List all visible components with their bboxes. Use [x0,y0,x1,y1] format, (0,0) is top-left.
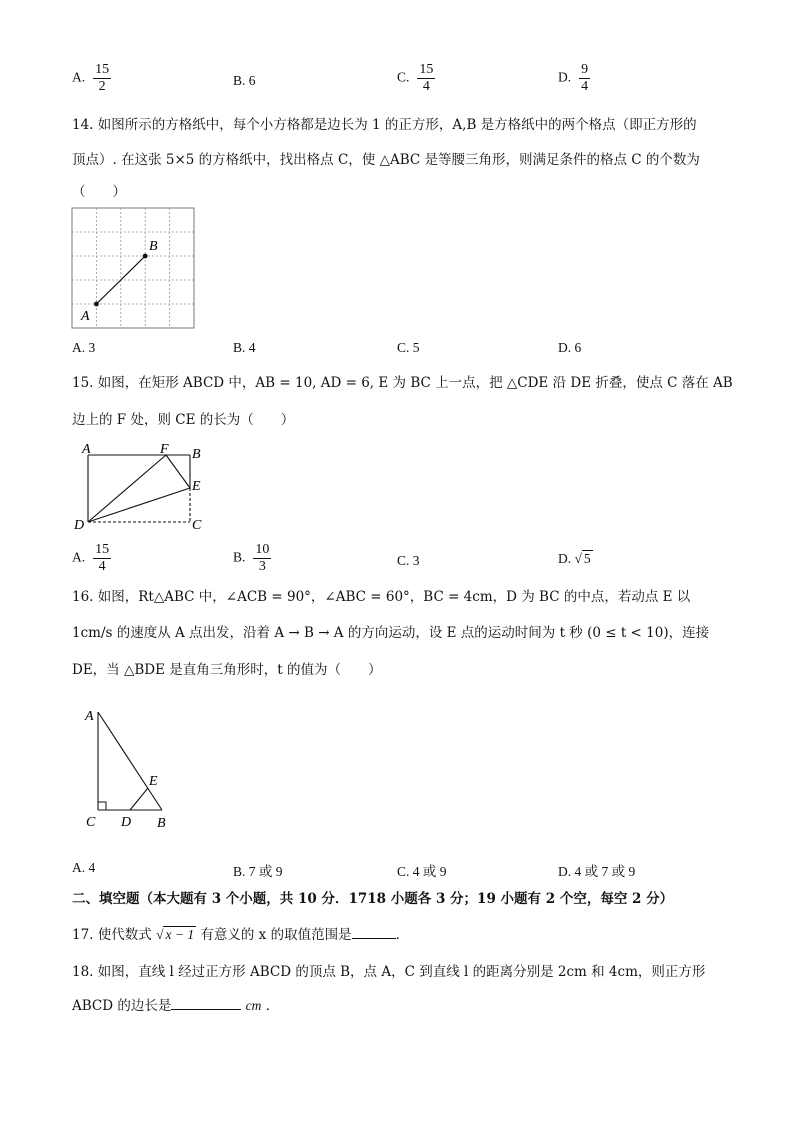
q14-option-c: C. 5 [397,340,420,355]
section2-title: 二、填空题（本大题有 3 个小题，共 10 分．1718 小题各 3 分；19 小题有 2 个空，每空 2 分） [72,891,674,907]
label-e: E [192,479,201,494]
q14-option-a: A. 3 [72,340,96,355]
q14-text-line1: 14. 如图所示的方格纸中，每个小方格都是边长为 1 的正方形，A,B 是方格纸中的两个格点（即正方形的 [72,117,697,133]
q15-option-a: A. $\frac{15}{4}$ [72,542,110,574]
q13-option-d: D. $\frac{9}{4}$ [558,62,589,94]
q16-triangle-figure [80,700,180,835]
q13-option-c: C. $\frac{15}{4}$ [397,62,434,94]
q15-text-line2: 边上的 F 处，则 CE 的长为（ ） [72,412,295,428]
label-d: D [74,518,85,533]
q16-option-d: D. 4 或 7 或 9 [558,864,636,879]
q16-text-line3: DE，当 △BDE 是直角三角形时，t 的值为（ ） [72,662,382,678]
point-b [143,254,148,259]
q14-grid-figure [70,205,200,333]
label-a: A [81,309,90,324]
q14-option-d: D. 6 [558,340,582,355]
q16-text-line2: 1cm/s 的速度从 A 点出发，沿着 A → B → A 的方向运动，设 E 点的运动时间为 t 秒 (0 ≤ t < 10)，连接 [72,625,710,641]
q14-text-line2: 顶点）. 在这张 5×5 的方格纸中，找出格点 C，使 △ABC 是等腰三角形，则满足条件的格点 C 的个数为 [72,152,700,168]
q16-option-a: A. 4 [72,860,96,875]
label-c: C [192,518,202,533]
label-b: B [192,447,201,462]
label-b: B [149,239,158,254]
q14-option-b: B. 4 [233,340,256,355]
label-a: A [85,709,94,724]
q15-option-c: C. 3 [397,553,420,568]
label-f: F [160,442,169,457]
label-e: E [149,774,158,789]
q18-answer-blank [171,1009,241,1010]
q16-option-c: C. 4 或 9 [397,864,447,879]
q17-text: 17. 使代数式 √ x − 1 有意义的 x 的取值范围是 ． [72,927,410,943]
q14-text-line3: （ ） [72,184,126,200]
point-a [94,302,99,307]
q15-rectangle-figure [70,440,210,535]
label-a: A [82,442,91,457]
q18-text-line2: ABCD 的边长是 cm ． [72,998,280,1014]
q16-option-b: B. 7 或 9 [233,864,283,879]
q13-option-b: B. 6 [233,73,256,88]
q13-option-a: A. $\frac{15}{2}$ [72,62,110,94]
label-c: C [86,815,96,830]
label-d: D [121,815,132,830]
q15-text-line1: 15. 如图，在矩形 ABCD 中，AB = 10, AD = 6, E 为 BC 上一点，把 △CDE 沿 DE 折叠，使点 C 落在 AB [72,375,733,391]
q18-text-line1: 18. 如图，直线 l 经过正方形 ABCD 的顶点 B，点 A，C 到直线 l 的距离分别是 2cm 和 4cm，则正方形 [72,964,706,980]
q16-text-line1: 16. 如图，Rt△ABC 中，∠ACB = 90°，∠ABC = 60°，BC = 4cm，D 为 BC 的中点，若动点 E 以 [72,589,691,605]
q15-option-d: D. √ 5 [558,551,591,566]
q15-option-b: B. $\frac{10}{3}$ [233,542,270,574]
q17-answer-blank [352,938,396,939]
label-b: B [157,816,166,831]
q17-sqrt: √ x − 1 [156,927,195,942]
